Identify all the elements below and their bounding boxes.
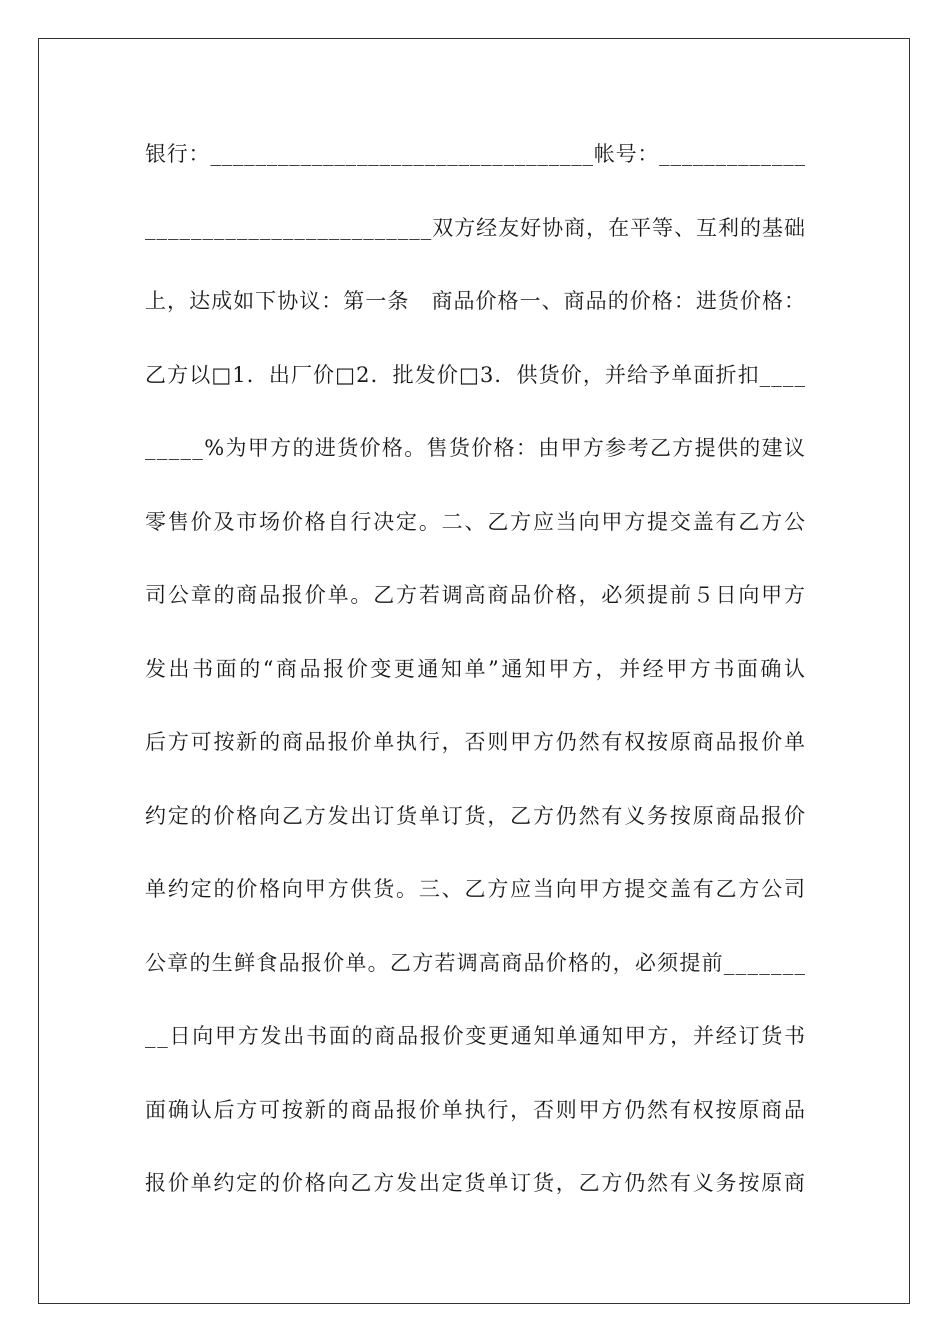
body-line-1: 银行：__________________________________帐号：_____________: [145, 142, 806, 166]
body-line-15: 报价单约定的价格向乙方发出定货单订货，乙方仍然有义务按原商: [145, 1171, 807, 1195]
body-line-8: 发出书面的“商品报价变更通知单”通知甲方，并经甲方书面确认: [145, 656, 808, 681]
body-line-12: 公章的生鲜食品报价单。乙方若调高商品价格的，必须提前_______: [145, 950, 807, 975]
body-line-9: 后方可按新的商品报价单执行，否则甲方仍然有权按原商品报价单: [145, 730, 807, 754]
body-line-6: 零售价及市场价格自行决定。二、乙方应当向甲方提交盖有乙方公: [145, 509, 807, 534]
body-line-7: 司公章的商品报价单。乙方若调高商品价格，必须提前５日向甲方: [145, 583, 807, 607]
body-line-3: 上，达成如下协议：第一条 商品价格一、商品的价格：进货价格：: [145, 289, 807, 313]
body-line-4: 乙方以□1．出厂价□2．批发价□3．供货价，并给予单面折扣____: [145, 362, 807, 387]
document-body: [145, 128, 808, 1231]
body-line-5: _____%为甲方的进货价格。售货价格：由甲方参考乙方提供的建议: [145, 436, 807, 460]
body-line-2: _________________________双方经友好协商，在平等、互利的基础: [145, 215, 806, 240]
body-line-11: 单约定的价格向甲方供货。三、乙方应当向甲方提交盖有乙方公司: [145, 877, 807, 901]
body-line-10: 约定的价格向乙方发出订货单订货，乙方仍然有义务按原商品报价: [145, 803, 807, 828]
body-line-13: __日向甲方发出书面的商品报价变更通知单通知甲方，并经订货书: [145, 1024, 807, 1048]
body-line-14: 面确认后方可按新的商品报价单执行，否则甲方仍然有权按原商品: [145, 1097, 807, 1122]
